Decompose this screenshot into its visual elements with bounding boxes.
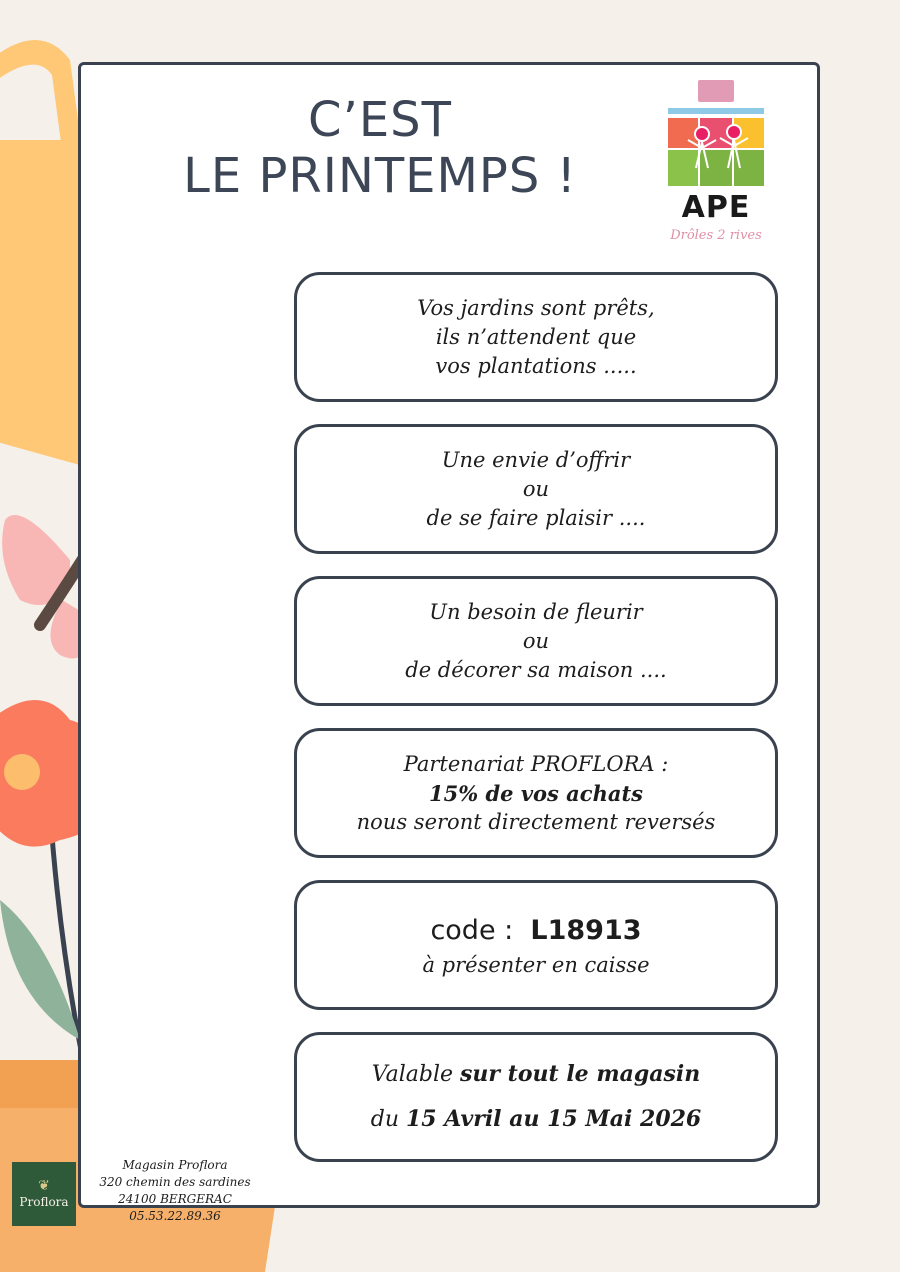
bloom-line: ou xyxy=(522,628,550,653)
code-line xyxy=(430,911,641,951)
code-box xyxy=(294,880,778,1010)
title-line-2: LE PRINTEMPS ! xyxy=(183,148,577,204)
partnership-line-3: nous seront directement reversés xyxy=(356,809,716,834)
store-address-line: 24100 BERGERAC xyxy=(118,1192,232,1206)
validity-prefix: Valable xyxy=(371,1062,454,1087)
gardens-line: vos plantations ..... xyxy=(435,353,637,378)
validity-line-1 xyxy=(372,1052,701,1097)
store-address-line: 320 chemin des sardines xyxy=(99,1175,251,1189)
validity-line-2 xyxy=(371,1097,702,1142)
code-label: code : xyxy=(430,914,514,946)
gift-line: Une envie d’offrir xyxy=(441,447,631,472)
validity-date-prefix: du xyxy=(370,1107,399,1132)
partnership-discount: 15% de vos achats xyxy=(429,780,643,806)
gift-line: ou xyxy=(522,476,550,501)
bloom-line: de décorer sa maison .... xyxy=(405,657,667,682)
proflora-logo-text: Proflora xyxy=(19,1195,69,1209)
ape-logo-subtitle: Drôles 2 rives xyxy=(670,228,762,243)
leaf-icon: ❦ xyxy=(38,1178,50,1194)
store-address-line: Magasin Proflora xyxy=(122,1158,228,1172)
title-line-1: C’EST xyxy=(308,92,452,148)
gift-box xyxy=(294,424,778,554)
validity-scope: sur tout le magasin xyxy=(460,1061,701,1087)
watering-can-handle xyxy=(0,40,82,150)
validity-box xyxy=(294,1032,778,1162)
gardens-line: ils n’attendent que xyxy=(435,324,637,349)
store-phone: 05.53.22.89.36 xyxy=(129,1209,221,1223)
bloom-line: Un besoin de fleurir xyxy=(429,599,643,624)
gift-line: de se faire plaisir .... xyxy=(426,505,646,530)
validity-dates: 15 Avril au 15 Mai 2026 xyxy=(406,1106,702,1132)
store-address xyxy=(90,1157,260,1225)
partnership-box xyxy=(294,728,778,858)
code-instruction: à présenter en caisse xyxy=(422,952,650,977)
proflora-logo xyxy=(12,1162,76,1226)
gardens-box xyxy=(294,272,778,402)
gardens-line: Vos jardins sont prêts, xyxy=(417,295,655,320)
code-value: L18913 xyxy=(530,914,642,946)
partnership-line-1: Partenariat PROFLORA : xyxy=(403,751,669,776)
bloom-box xyxy=(294,576,778,706)
ape-logo-text: APE xyxy=(681,190,751,225)
